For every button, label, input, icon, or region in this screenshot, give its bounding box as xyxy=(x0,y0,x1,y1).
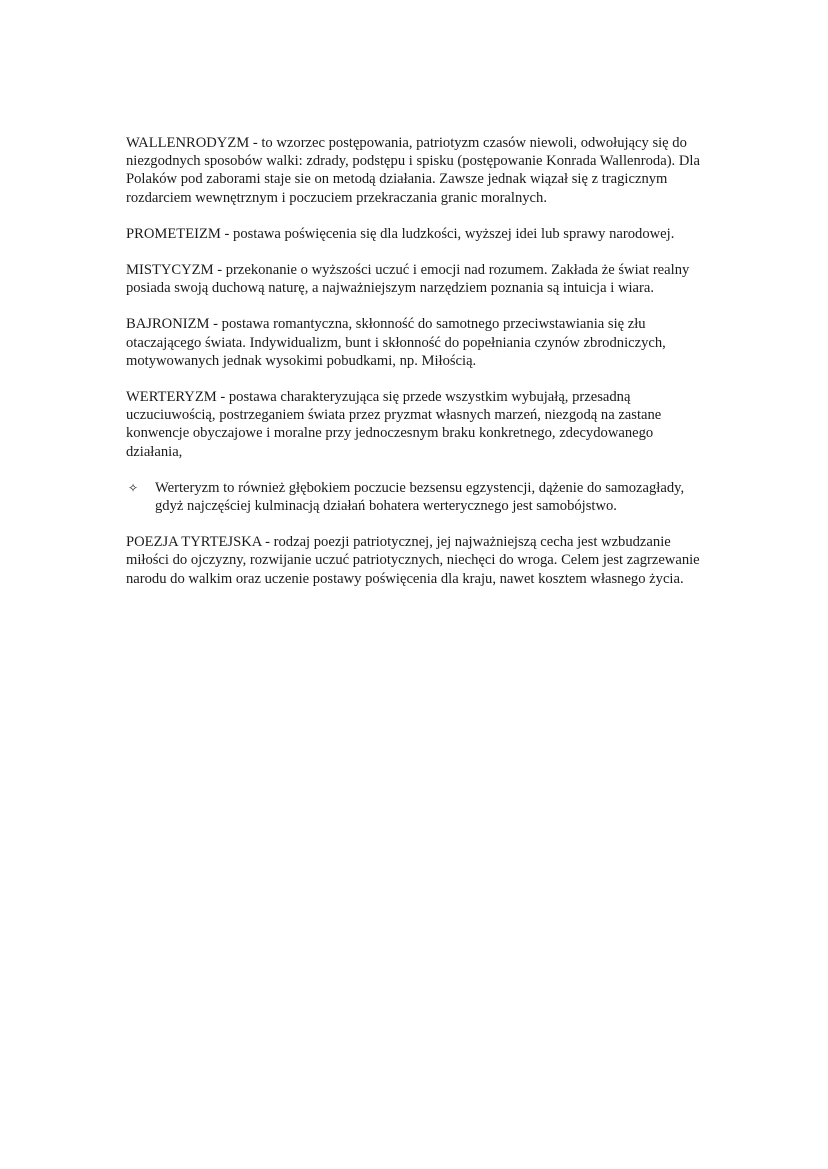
document-body xyxy=(126,134,706,606)
paragraph-wallenrodyzm: WALLENRODYZM - to wzorzec postępowania, patriotyzm czasów niewoli, odwołujący się do niezgodnych sposobów walki: zdrady, podstępu i spisku (postępowanie Konrada Wallenroda). Dla Polaków pod zaborami staje sie on metodą działania. Zawsze jednak wiązał się z tragicznym rozdarciem wewnętrznym i poczuciem przekraczania granic moralnych. xyxy=(126,135,700,206)
bullet-item-werteryzm xyxy=(126,479,706,515)
paragraph-poezja-tyrtejska: POEZJA TYRTEJSKA - rodzaj poezji patriotycznej, jej najważniejszą cecha jest wzbudzanie miłości do ojczyzny, rozwijanie uczuć patriotycznych, niechęci do wroga. Celem jest zagrzewanie narodu do walkim oraz uczenie postawy poświęcenia dla kraju, nawet kosztem własnego życia. xyxy=(126,534,700,587)
paragraph-prometeizm: PROMETEIZM - postawa poświęcenia się dla ludzkości, wyższej idei lub sprawy narodowej. xyxy=(126,225,675,242)
bullet-text: Werteryzm to również głębokiem poczucie bezsensu egzystencji, dążenie do samozagłady, gdyż najczęściej kulminacją działań bohatera werterycznego jest samobójstwo. xyxy=(155,479,685,515)
paragraph-mistycyzm: MISTYCYZM - przekonanie o wyższości uczuć i emocji nad rozumem. Zakłada że świat realny posiada swoją duchową naturę, a najważniejszym narzędziem poznania są intuicja i wiara. xyxy=(126,262,690,297)
paragraph-werteryzm: WERTERYZM - postawa charakteryzująca się przede wszystkim wybujałą, przesadną uczuciuwością, postrzeganiem świata przez pryzmat własnych marzeń, niezgodą na zastane konwencje obyczajowe i moralne przy jednoczesnym braku konkretnego, zdecydowanego działania, xyxy=(126,389,662,460)
diamond-outline-icon: ✧ xyxy=(128,480,139,495)
paragraph-bajronizm: BAJRONIZM - postawa romantyczna, skłonność do samotnego przeciwstawiania się złu otaczającego świata. Indywidualizm, bunt i skłonność do popełniania czynów zbrodniczych, motywowanych jednak wysokimi pobudkami, np. Miłością. xyxy=(126,316,666,369)
